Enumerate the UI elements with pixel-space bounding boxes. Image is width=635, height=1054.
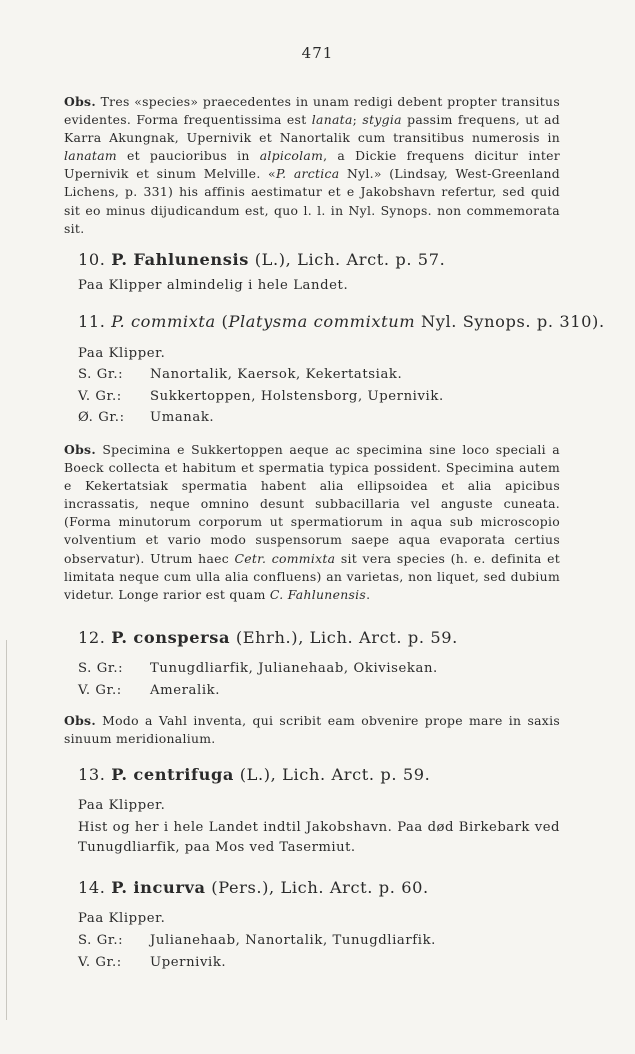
region-label: V. Gr.: <box>78 389 122 404</box>
habitat-line: Paa Klipper. <box>78 911 166 926</box>
obs-text: passim frequens, ut ad Karra Akungnak, Upernivik et Nanortalik cum transitibus numerosis in <box>64 112 560 146</box>
locality-line <box>78 366 402 384</box>
species-heading-12 <box>78 628 598 648</box>
note-text: Hist og her i hele Landet indtil Jakobshavn. Paa død Birkebark ved Tunugdliarfik, paa Mos ved Tasermiut. <box>78 820 560 855</box>
obs-label: Obs. <box>64 94 96 109</box>
obs-text: ; <box>352 112 363 128</box>
taxon-italic: P. arctica <box>275 166 340 182</box>
obs-text: Tres «species» praecedentes in unam redigi debent propter transitus evidentes. Forma frequentissima est <box>64 94 561 128</box>
obs-label: Obs. <box>64 713 96 728</box>
species-number: 12. <box>78 628 106 647</box>
distribution-note <box>38 818 560 858</box>
obs-label: Obs. <box>64 442 96 457</box>
citation: Nyl. Synops. p. 310). <box>420 312 605 331</box>
habitat-line: Paa Klipper. <box>78 346 166 361</box>
obs-paragraph-1 <box>38 93 560 238</box>
places: Upernivik. <box>150 955 227 970</box>
species-number: 10. <box>78 250 106 269</box>
region-label: S. Gr.: <box>78 661 124 676</box>
region-label: S. Gr.: <box>78 933 124 948</box>
taxon-italic: lanata <box>311 112 353 128</box>
genus-abbrev: P. <box>111 878 128 897</box>
taxon-italic: stygia <box>362 112 402 128</box>
obs-text: Specimina e Sukkertoppen aeque ac specimina sine loco speciali a Boeck collecta et habitum et spermatia typica possident. Specimina autem e Kekertatsiak spermatia habent alia ellipsoidea et alia apicibus incrassatis, neque omnino desunt subbacillaria vel anguste cuneata. (Forma minutorum corporum ut spermatiorum in aqua sub microscopio volventium et vario modo suspensorum saepe aqua evaporata certius observatur). Utrum haec <box>64 442 560 566</box>
species-heading-11 <box>78 312 605 332</box>
obs-text: Nyl.» (Lindsay, West-Greenland Lichens, p. 331) his affinis aestimatur et e Jakobshavn refertur, sed quid sit eo minus dijudicandum est, quo l. l. in Nyl. Synops. non commemorata sit. <box>64 166 560 236</box>
locality-line <box>78 409 214 427</box>
places: Sukkertoppen, Holstensborg, Upernivik. <box>150 389 444 404</box>
genus-abbrev: P. <box>111 250 128 269</box>
obs-text: et paucioribus in <box>116 148 260 164</box>
places: Tunugdliarfik, Julianehaab, Okivisekan. <box>150 661 438 676</box>
locality-line <box>78 660 438 678</box>
obs-paragraph-3 <box>38 712 560 748</box>
species-name: centrifuga <box>133 765 234 784</box>
places: Ameralik. <box>150 683 221 698</box>
obs-text: Modo a Vahl inventa, qui scribit eam obvenire prope mare in saxis sinuum meridionalium. <box>64 713 560 747</box>
places: Nanortalik, Kaersok, Kekertatsiak. <box>150 367 403 382</box>
locality-line <box>78 954 226 972</box>
region-label: S. Gr.: <box>78 367 124 382</box>
region-label: Ø. Gr.: <box>78 410 125 425</box>
synonym: Platysma commixtum <box>228 312 416 331</box>
species-heading-10 <box>78 250 598 270</box>
species-number: 14. <box>78 878 106 897</box>
citation: (Pers.), Lich. Arct. p. 60. <box>211 878 429 897</box>
page-number: 471 <box>301 44 334 62</box>
species-name: incurva <box>133 878 206 897</box>
taxon-italic: alpicolam <box>259 148 324 164</box>
places: Umanak. <box>150 410 215 425</box>
obs-paragraph-2 <box>38 441 560 604</box>
obs-text: . <box>366 586 371 602</box>
species-name: Fahlunensis <box>133 250 249 269</box>
taxon-italic: Cetr. commixta <box>234 550 336 566</box>
taxon-italic: C. Fahlunensis <box>269 586 367 602</box>
species-name: P. commixta <box>111 312 216 331</box>
locality-line <box>78 388 444 406</box>
species-number: 11. <box>78 312 106 331</box>
citation: (L.), Lich. Arct. p. 59. <box>239 765 431 784</box>
species-name: conspersa <box>133 628 231 647</box>
locality-line <box>78 932 436 950</box>
genus-abbrev: P. <box>111 628 128 647</box>
genus-abbrev: P. <box>111 765 128 784</box>
habitat-line: Paa Klipper. <box>78 798 166 813</box>
obs-text: , a Dickie frequens dicitur inter Upernivik et sinum Melville. « <box>64 148 561 182</box>
region-label: V. Gr.: <box>78 683 122 698</box>
taxon-italic: lanatam <box>64 148 117 164</box>
citation: (L.), Lich. Arct. p. 57. <box>254 250 446 269</box>
species-heading-14 <box>78 878 598 898</box>
region-label: V. Gr.: <box>78 955 122 970</box>
locality-line <box>78 682 220 700</box>
citation: (Ehrh.), Lich. Arct. p. 59. <box>235 628 458 647</box>
paren: ( <box>221 312 229 331</box>
species-heading-13 <box>78 765 598 785</box>
places: Julianehaab, Nanortalik, Tunugdliarfik. <box>150 933 436 948</box>
obs-text: sit vera species (h. e. definita et limitata neque cum ulla alia confluens) an varietas, non liquet, sed dubium videtur. Longe rarior est quam <box>64 550 560 602</box>
page-edge-shadow <box>6 640 7 1020</box>
habitat-line: Paa Klipper almindelig i hele Landet. <box>78 278 349 293</box>
species-number: 13. <box>78 765 106 784</box>
